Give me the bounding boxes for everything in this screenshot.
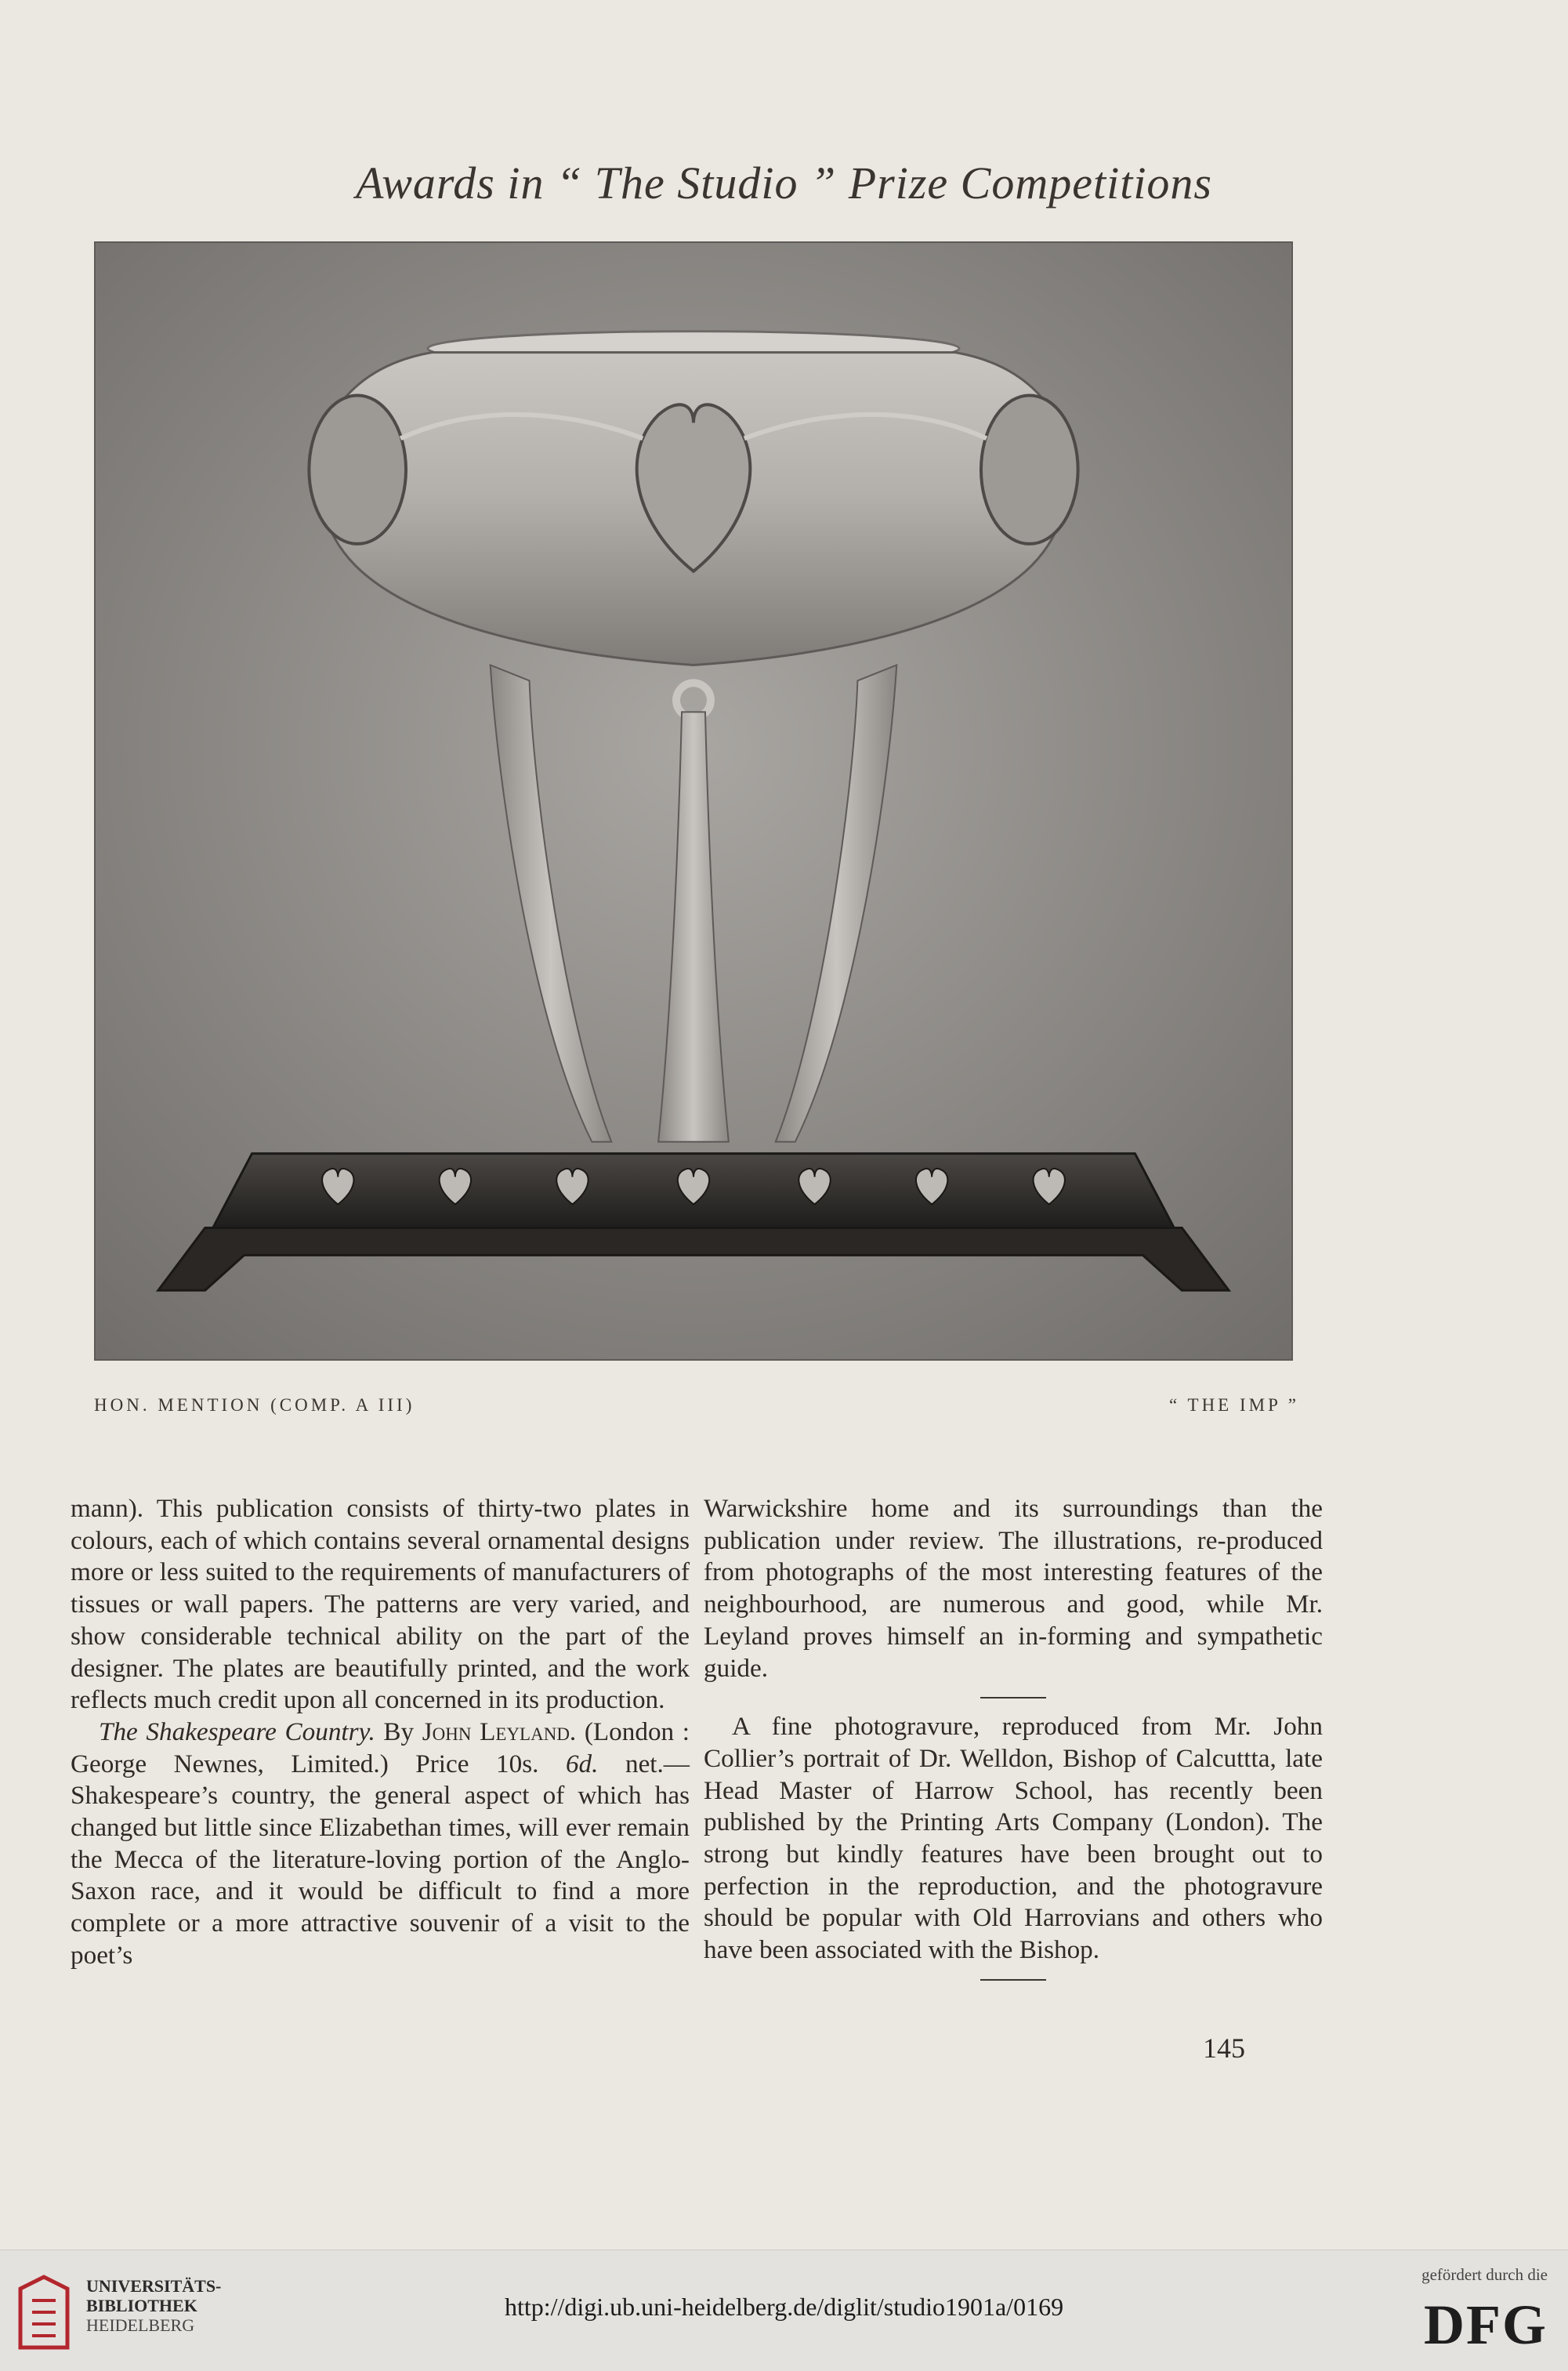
running-title: Awards in “ The Studio ” Prize Competitions [355,158,1213,208]
paragraph-shakespeare-review: The Shakespeare Country. By John Leyland. (London : George Newnes, Limited.) Price 10s. 6d. net.—Shakespeare’s country, the general aspect of which has changed but little since Elizabethan times, will ever remain the Mecca of the literature-loving portion of the Anglo-Saxon race, and it would be difficult to find a more complete or a more attractive souvenir of a visit to the poet’s [71,1717,690,1970]
book-title: The Shakespeare Country. [99,1717,375,1746]
plate-caption-title: “ THE IMP ” [1168,1395,1299,1415]
paragraph-warwickshire: Warwickshire home and its surroundings than the publication under review. The illustrations, re-produced from photographs of the most interesting features of the neighbourhood, are numerous and good, while Mr. Leyland proves himself an in-forming and sympathetic guide. [704,1494,1323,1683]
jardiniere-illustration [96,243,1291,1359]
page-number: 145 [1203,2032,1245,2064]
section-divider-end [980,1979,1046,1981]
source-url-link[interactable]: http://digi.ub.uni-heidelberg.de/diglit/studio1901a/0169 [504,2293,1064,2321]
price-shillings: 10s. [496,1749,539,1778]
library-name-line3: HEIDELBERG [86,2315,195,2335]
dfg-logo: DFG [1424,2293,1548,2356]
paragraph-wallpaper-review: mann). This publication consists of thirty-two plates in colours, each of which contains several ornamental designs more or less suited to the requirements of manufacturers of tissues or wall papers. The patterns are very varied, and show considerable technical ability on the part of the designer. The plates are beautifully printed, and the work reflects much credit upon all concerned in its production. [71,1494,690,1715]
price-pence: 6d. [565,1749,599,1778]
funding-note: gefördert durch die [1421,2265,1548,2284]
text-column-right [704,1493,1323,1993]
paragraph-photogravure: A fine photogravure, reproduced from Mr. John Collier’s portrait of Dr. Welldon, Bishop of Calcuttta, late Head Master of Harrow School, has recently been published by the Printing Arts Company (London). The strong but kindly features have been brought out to perfection in the reproduction, and the photogravure should be popular with Old Harrovians and others who have been associated with the Bishop. [704,1712,1323,1965]
plate-caption-award: HON. MENTION (COMP. A III) [94,1395,415,1415]
illustration-plate-jardiniere [94,241,1293,1361]
section-divider [980,1697,1046,1698]
library-name-line1: UNIVERSITÄTS- [86,2276,222,2296]
library-name-line2: BIBLIOTHEK [86,2296,197,2315]
author-name: John Leyland. [422,1717,577,1746]
text-column-left [71,1493,690,1972]
